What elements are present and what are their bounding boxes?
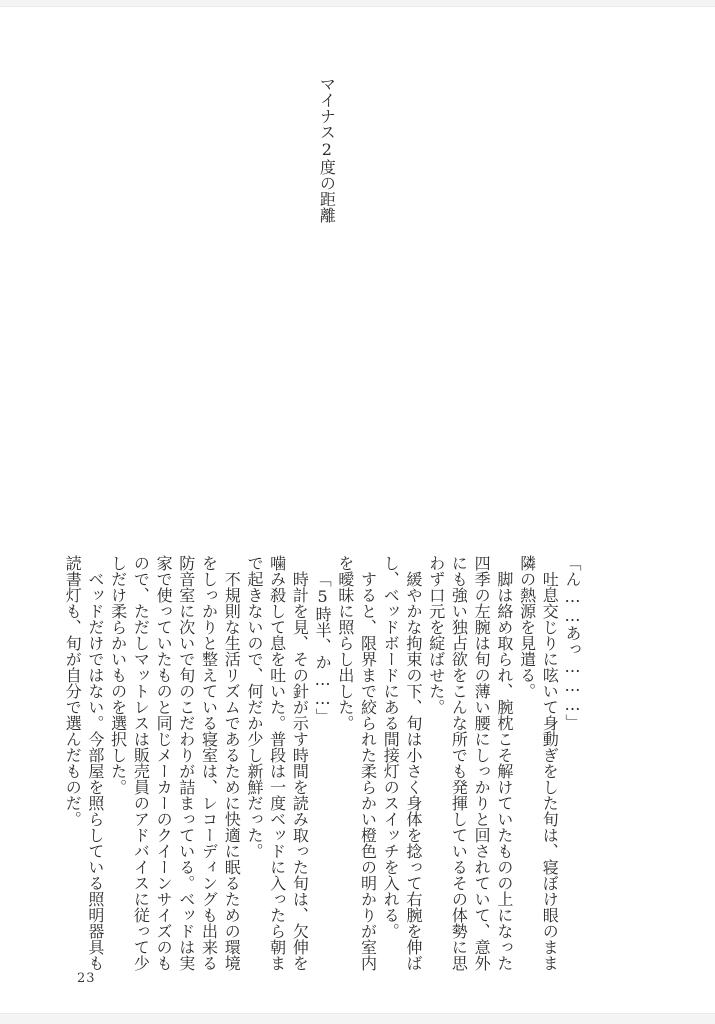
text-line: ので、ただしマットレスは販売員のアドバイスに従って少 bbox=[131, 555, 151, 971]
text-line: をしっかりと整えている寝室は、レコーディングも出来る bbox=[199, 555, 219, 971]
text-line: すると、限界まで絞られた柔らかい橙色の明かりが室内 bbox=[358, 571, 378, 971]
text-line: 不規則な生活リズムであるために快適に眠るための環境 bbox=[222, 571, 242, 971]
text-line: を曖昧に照らし出した。 bbox=[335, 555, 355, 731]
text-line: しだけ柔らかいものを選択した。 bbox=[108, 555, 128, 795]
body-text bbox=[60, 555, 583, 979]
text-line: わず口元を綻ばせた。 bbox=[426, 555, 446, 715]
text-line: にも強い独占欲をこんな所でも発揮しているその体勢に思 bbox=[449, 555, 469, 971]
text-line: 「5時半、か……」 bbox=[313, 571, 333, 724]
text-line: 時計を見、その針が示す時間を読み取った旬は、欠伸を bbox=[290, 571, 310, 971]
text-line: 隣の熱源を見遣る。 bbox=[517, 555, 537, 699]
text-line: 家で使っていたものと同じメーカーのクイーンサイズのも bbox=[154, 555, 174, 971]
text-line: 吐息交じりに呟いて身動ぎをした旬は、寝ぼけ眼のまま bbox=[540, 571, 560, 971]
text-line: 「ん……あっ………」 bbox=[563, 555, 582, 730]
text-line: 四季の左腕は旬の薄い腰にしっかりと回されていて、意外 bbox=[472, 555, 492, 971]
text-line: 噛み殺して息を吐いた。普段は一度ベッドに入ったら朝ま bbox=[267, 555, 287, 971]
text-line: 脚は絡め取られ、腕枕こそ解けていたものの上になった bbox=[494, 571, 514, 971]
text-line: 緩やかな拘束の下、旬は小さく身体を捻って右腕を伸ば bbox=[403, 571, 423, 971]
text-line: 防音室に次いで旬のこだわりが詰まっている。ベッドは実 bbox=[176, 555, 196, 971]
text-line: ベッドだけではない。今部屋を照らしている照明器具も bbox=[85, 571, 105, 971]
text-line: で起きないので、何だか少し新鮮だった。 bbox=[244, 555, 264, 859]
text-line: 読書灯も、旬が自分で選んだものだ。 bbox=[63, 555, 83, 827]
top-edge-strip bbox=[0, 0, 715, 7]
bottom-edge-strip bbox=[0, 1013, 715, 1024]
text-line: し、ベッドボードにある間接灯のスイッチを入れる。 bbox=[381, 555, 401, 939]
page-number: 23 bbox=[77, 971, 96, 986]
page-title: マイナス2度の距離 bbox=[317, 76, 337, 223]
